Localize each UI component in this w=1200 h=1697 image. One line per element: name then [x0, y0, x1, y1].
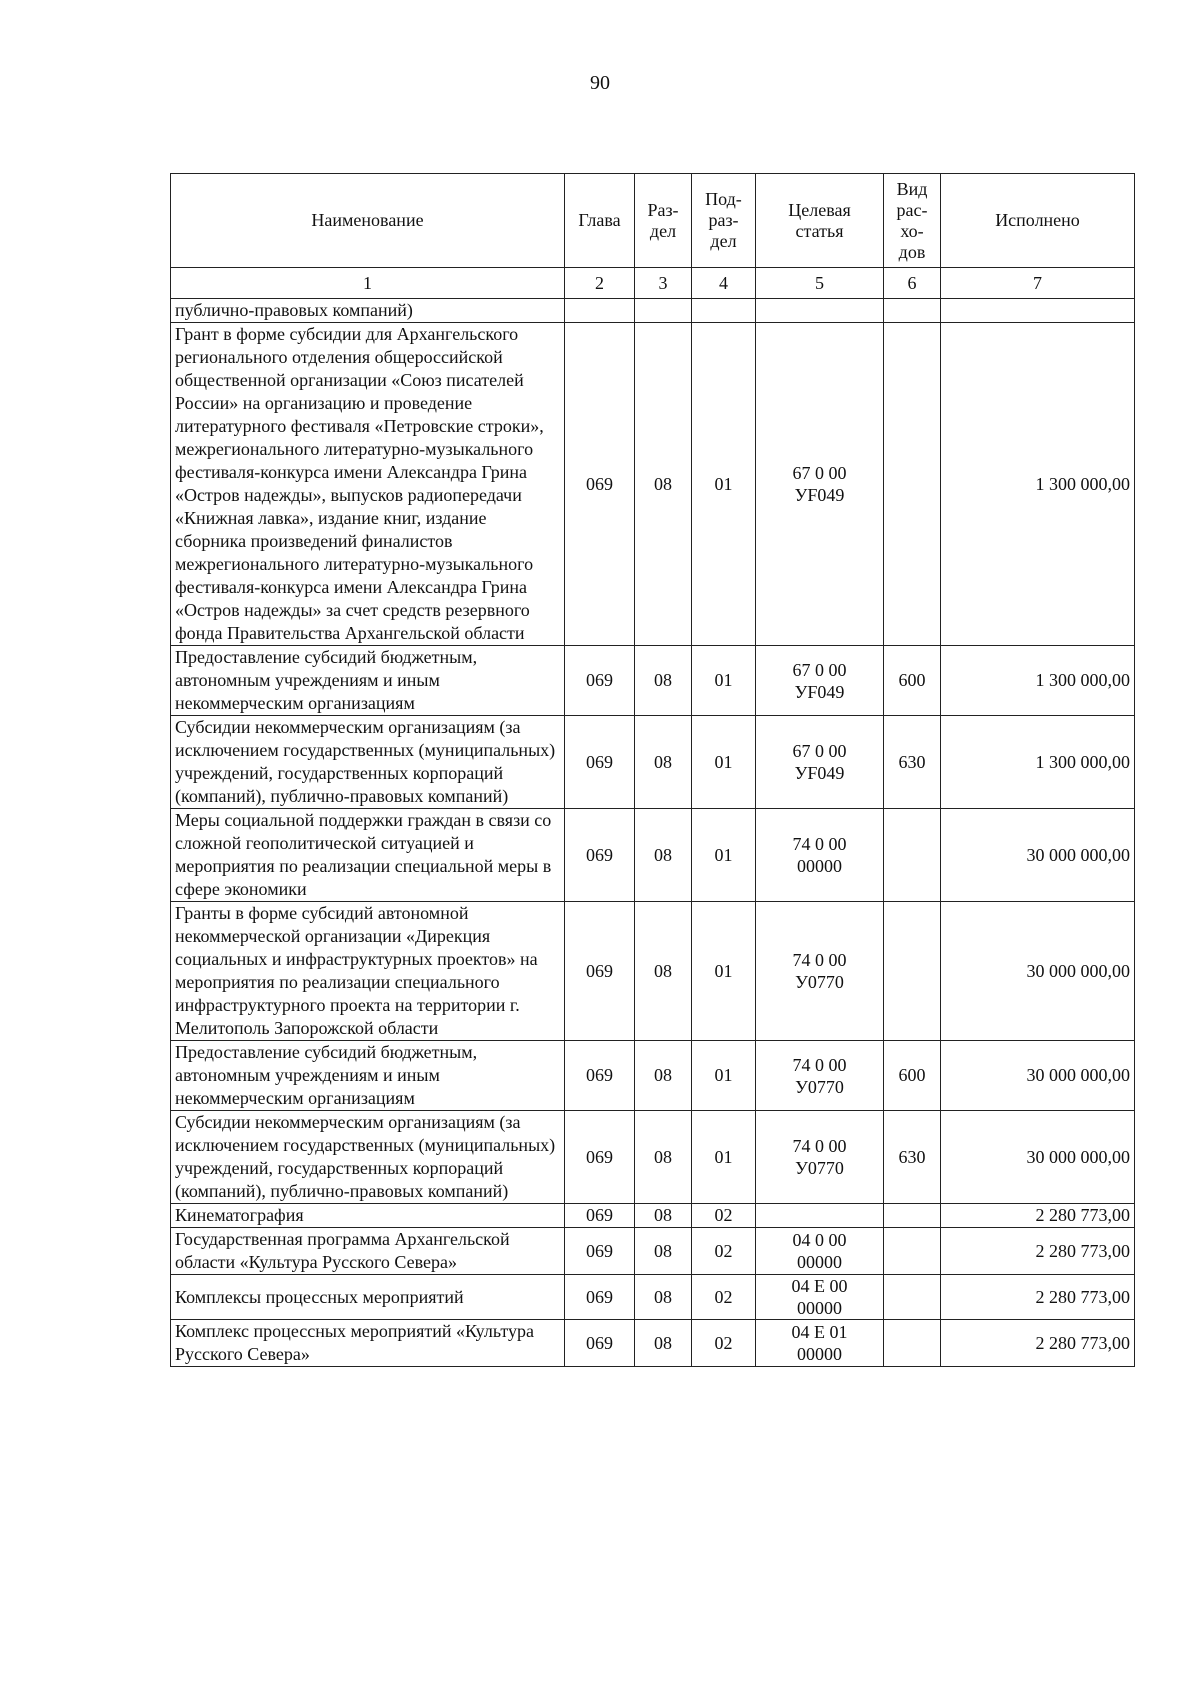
header-done: Исполнено: [941, 174, 1135, 268]
row-target: 04 Е 01 00000: [756, 1320, 884, 1367]
row-subsection: 01: [692, 902, 756, 1041]
row-chapter: 069: [565, 1041, 635, 1111]
row-type: [884, 299, 941, 323]
row-type: [884, 1228, 941, 1275]
row-subsection: 01: [692, 1111, 756, 1204]
row-name: публично-правовых компаний): [171, 299, 565, 323]
row-done: 2 280 773,00: [941, 1228, 1135, 1275]
column-number-row: [171, 268, 1135, 299]
row-target: [756, 1204, 884, 1228]
row-name: Кинематография: [171, 1204, 565, 1228]
row-subsection: 02: [692, 1228, 756, 1275]
row-section: 08: [635, 1275, 692, 1320]
table-row: [171, 1275, 1135, 1320]
row-done: [941, 299, 1135, 323]
row-name: Комплекс процессных мероприятий «Культура Русского Севера»: [171, 1320, 565, 1367]
row-chapter: 069: [565, 1228, 635, 1275]
table-row: [171, 323, 1135, 646]
row-type: [884, 1204, 941, 1228]
row-done: 30 000 000,00: [941, 809, 1135, 902]
row-target: 74 0 00 У0770: [756, 1111, 884, 1204]
table-row: [171, 1228, 1135, 1275]
row-section: 08: [635, 809, 692, 902]
row-name: Комплексы процессных мероприятий: [171, 1275, 565, 1320]
row-subsection: [692, 299, 756, 323]
row-target: 74 0 00 00000: [756, 809, 884, 902]
header-section: Раз- дел: [635, 174, 692, 268]
row-target: 74 0 00 У0770: [756, 1041, 884, 1111]
row-subsection: 01: [692, 323, 756, 646]
row-name: Субсидии некоммерческим организациям (за исключением государственных (муниципальных) учреждений, государственных корпораций (компаний), публично-правовых компаний): [171, 716, 565, 809]
row-type: 600: [884, 646, 941, 716]
row-name: Гранты в форме субсидий автономной некоммерческой организации «Дирекция социальных и инфраструктурных проектов» на мероприятия по реализации специального инфраструктурного проекта на территории г. Мелитополь Запорожской области: [171, 902, 565, 1041]
row-subsection: 02: [692, 1204, 756, 1228]
row-done: 1 300 000,00: [941, 716, 1135, 809]
budget-table: [170, 173, 1135, 1367]
row-chapter: 069: [565, 323, 635, 646]
row-section: 08: [635, 1204, 692, 1228]
row-subsection: 01: [692, 809, 756, 902]
row-chapter: 069: [565, 1320, 635, 1367]
header-chapter: Глава: [565, 174, 635, 268]
row-section: 08: [635, 1111, 692, 1204]
row-type: [884, 902, 941, 1041]
table-row: [171, 809, 1135, 902]
header-target: Целевая статья: [756, 174, 884, 268]
row-done: 30 000 000,00: [941, 902, 1135, 1041]
row-name: Грант в форме субсидии для Архангельского регионального отделения общероссийской общественной организации «Союз писателей России» на организацию и проведение литературного фестиваля «Петровские строки», межрегионального литературно-музыкального фестиваля-конкурса имени Александра Грина «Остров надежды», выпусков радиопередачи «Книжная лавка», издание книг, издание сборника произведений финалистов межрегионального литературно-музыкального фестиваля-конкурса имени Александра Грина «Остров надежды» за счет средств резервного фонда Правительства Архангельской области: [171, 323, 565, 646]
table-row: [171, 646, 1135, 716]
row-type: [884, 323, 941, 646]
column-number: 7: [941, 268, 1135, 299]
column-number: 4: [692, 268, 756, 299]
table-row: [171, 716, 1135, 809]
header-type: Вид рас- хо- дов: [884, 174, 941, 268]
row-chapter: 069: [565, 1111, 635, 1204]
row-section: 08: [635, 716, 692, 809]
row-section: [635, 299, 692, 323]
table-row: [171, 1204, 1135, 1228]
header-name: Наименование: [171, 174, 565, 268]
column-number: 6: [884, 268, 941, 299]
row-subsection: 01: [692, 1041, 756, 1111]
row-section: 08: [635, 1320, 692, 1367]
row-chapter: [565, 299, 635, 323]
row-chapter: 069: [565, 646, 635, 716]
column-number: 1: [171, 268, 565, 299]
row-done: 2 280 773,00: [941, 1275, 1135, 1320]
row-target: 04 0 00 00000: [756, 1228, 884, 1275]
row-chapter: 069: [565, 1275, 635, 1320]
row-done: 30 000 000,00: [941, 1041, 1135, 1111]
row-type: 630: [884, 716, 941, 809]
row-subsection: 01: [692, 646, 756, 716]
row-done: 2 280 773,00: [941, 1320, 1135, 1367]
row-chapter: 069: [565, 809, 635, 902]
column-number: 5: [756, 268, 884, 299]
table-row: [171, 1111, 1135, 1204]
row-done: 1 300 000,00: [941, 646, 1135, 716]
row-section: 08: [635, 1228, 692, 1275]
row-target: 74 0 00 У0770: [756, 902, 884, 1041]
row-subsection: 02: [692, 1275, 756, 1320]
row-target: [756, 299, 884, 323]
header-subsection: Под- раз- дел: [692, 174, 756, 268]
row-chapter: 069: [565, 1204, 635, 1228]
row-subsection: 02: [692, 1320, 756, 1367]
page-number: 90: [590, 72, 610, 94]
row-chapter: 069: [565, 716, 635, 809]
row-done: 2 280 773,00: [941, 1204, 1135, 1228]
row-type: 600: [884, 1041, 941, 1111]
row-target: 67 0 00 УF049: [756, 323, 884, 646]
row-subsection: 01: [692, 716, 756, 809]
table-row: [171, 902, 1135, 1041]
row-done: 1 300 000,00: [941, 323, 1135, 646]
row-type: [884, 809, 941, 902]
row-target: 67 0 00 УF049: [756, 716, 884, 809]
row-name: Субсидии некоммерческим организациям (за исключением государственных (муниципальных) учреждений, государственных корпораций (компаний), публично-правовых компаний): [171, 1111, 565, 1204]
table-row: [171, 1041, 1135, 1111]
row-type: [884, 1275, 941, 1320]
row-section: 08: [635, 646, 692, 716]
row-done: 30 000 000,00: [941, 1111, 1135, 1204]
row-section: 08: [635, 902, 692, 1041]
row-name: Меры социальной поддержки граждан в связи со сложной геополитической ситуацией и мероприятия по реализации специальной меры в сфере экономики: [171, 809, 565, 902]
row-name: Предоставление субсидий бюджетным, автономным учреждениям и иным некоммерческим организациям: [171, 646, 565, 716]
row-chapter: 069: [565, 902, 635, 1041]
row-section: 08: [635, 1041, 692, 1111]
header-row: [171, 174, 1135, 268]
column-number: 3: [635, 268, 692, 299]
row-name: Предоставление субсидий бюджетным, автономным учреждениям и иным некоммерческим организациям: [171, 1041, 565, 1111]
row-type: 630: [884, 1111, 941, 1204]
row-target: 04 Е 00 00000: [756, 1275, 884, 1320]
row-type: [884, 1320, 941, 1367]
table-row: [171, 299, 1135, 323]
row-target: 67 0 00 УF049: [756, 646, 884, 716]
table-row: [171, 1320, 1135, 1367]
row-section: 08: [635, 323, 692, 646]
row-name: Государственная программа Архангельской области «Культура Русского Севера»: [171, 1228, 565, 1275]
column-number: 2: [565, 268, 635, 299]
